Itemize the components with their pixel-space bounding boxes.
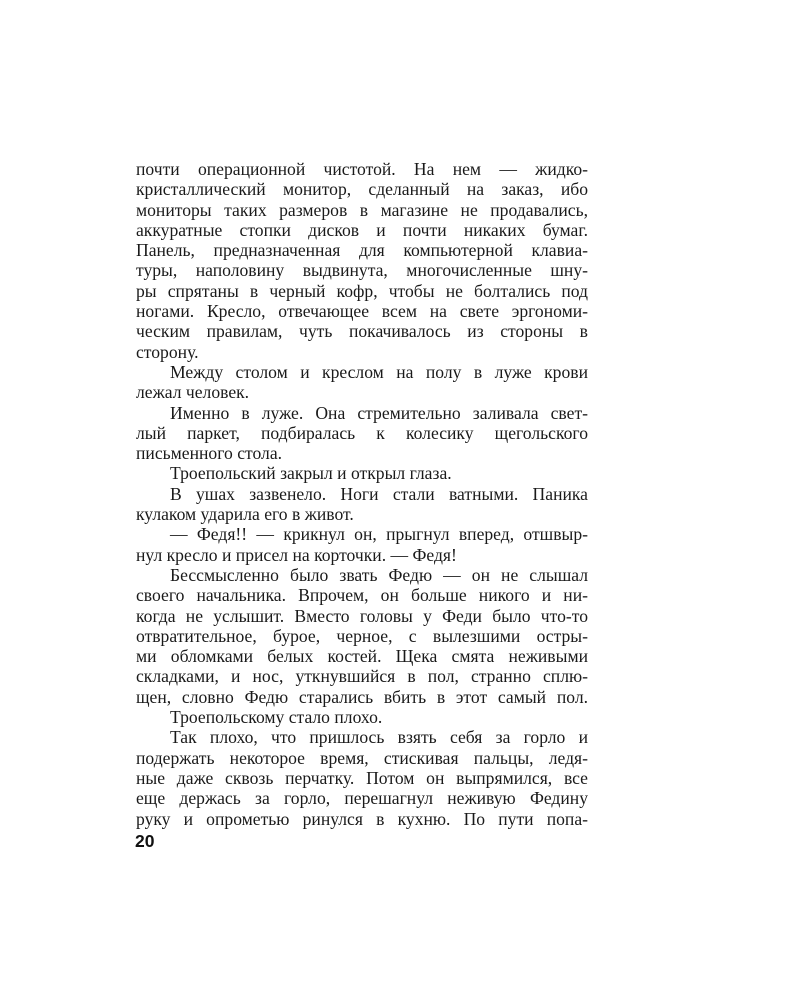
text-line: своего начальника. Впрочем, он больше никого и ни- bbox=[136, 585, 588, 606]
text-line: мониторы таких размеров в магазине не продавались, bbox=[136, 199, 588, 220]
text-line: почти операционной чистотой. На нем — жидко- bbox=[136, 159, 588, 179]
text-line: руку и опрометью ринулся в кухню. По пути попа- bbox=[136, 808, 588, 829]
text-line: когда не услышит. Вместо головы у Феди было что-то bbox=[136, 605, 588, 626]
text-line: ры спрятаны в черный кофр, чтобы не болтались под bbox=[136, 280, 588, 301]
text-line: Троепольскому стало плохо. bbox=[170, 707, 383, 728]
text-line: сторону. bbox=[136, 341, 199, 362]
text-line: — Федя!! — крикнул он, прыгнул вперед, отшвыр- bbox=[170, 524, 588, 545]
text-line: щен, словно Федю старались вбить в этот самый пол. bbox=[136, 686, 588, 707]
text-line: складками, и нос, уткнувшийся в пол, странно сплю- bbox=[136, 666, 588, 687]
body-text bbox=[136, 159, 588, 829]
text-line: ми обломками белых костей. Щека смята неживыми bbox=[136, 646, 588, 667]
text-line: подержать некоторое время, стискивая пальцы, ледя- bbox=[136, 747, 588, 768]
text-line: еще держась за горло, перешагнул неживую Федину bbox=[136, 788, 588, 809]
text-line: Троепольский закрыл и открыл глаза. bbox=[170, 463, 452, 484]
text-line: кристаллический монитор, сделанный на заказ, ибо bbox=[136, 179, 588, 200]
text-line: кулаком ударила его в живот. bbox=[136, 504, 354, 525]
text-line: Панель, предназначенная для компьютерной клавиа- bbox=[136, 240, 588, 261]
text-line: лый паркет, подбиралась к колесику щегольского bbox=[136, 422, 588, 443]
text-line: Бессмысленно было звать Федю — он не слышал bbox=[170, 564, 588, 585]
text-line: ные даже сквозь перчатку. Потом он выпрямился, все bbox=[136, 767, 588, 788]
text-line: аккуратные стопки дисков и почти никаких бумаг. bbox=[136, 219, 588, 240]
text-line: письменного стола. bbox=[136, 443, 283, 464]
text-line: ногами. Кресло, отвечающее всем на свете эргономи- bbox=[136, 301, 588, 322]
text-line: туры, наполовину выдвинута, многочисленные шну- bbox=[136, 260, 588, 281]
text-line: Так плохо, что пришлось взять себя за горло и bbox=[170, 727, 588, 748]
page-number: 20 bbox=[135, 831, 155, 851]
text-line: отвратительное, бурое, черное, с вылезшими остры- bbox=[136, 625, 588, 646]
text-line: нул кресло и присел на корточки. — Федя! bbox=[136, 544, 457, 565]
text-line: ческим правилам, чуть покачивалось из стороны в bbox=[136, 321, 588, 342]
text-line: Между столом и креслом на полу в луже крови bbox=[170, 361, 588, 382]
text-line: лежал человек. bbox=[136, 382, 250, 403]
text-line: В ушах зазвенело. Ноги стали ватными. Паника bbox=[170, 483, 588, 504]
text-line: Именно в луже. Она стремительно заливала свет- bbox=[170, 402, 588, 423]
